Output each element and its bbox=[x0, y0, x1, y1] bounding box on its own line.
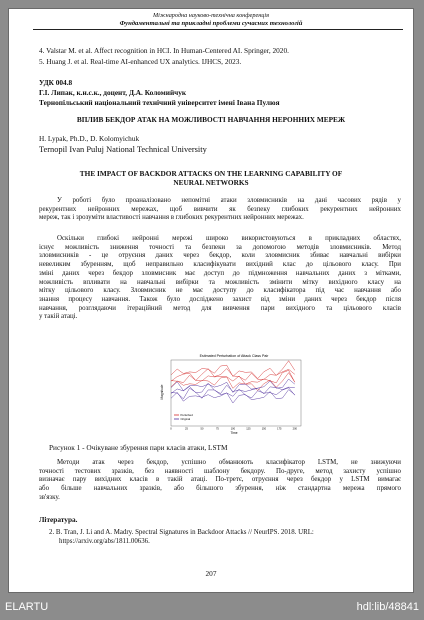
text-line: зловмисників - це отруєння даних через бекдор, коли зловмисник збиває навчальні вибірки bbox=[39, 252, 401, 260]
text-line: рекурентних нейронних мережах, щоб вивчити як безпеку глибоких рекурентних нейронних bbox=[39, 205, 401, 213]
reference-5: 5. Huang J. et al. Real-time AI-enhanced UX analytics. IJHCS, 2023. bbox=[39, 57, 242, 66]
reference-4: 4. Valstar M. et al. Affect recognition in HCI. In Human-Centered AI. Springer, 2020. bbox=[39, 46, 289, 55]
x-tick-label: 100 bbox=[230, 427, 236, 431]
x-tick-label: 150 bbox=[261, 427, 267, 431]
footer-handle: hdl:lib/48841 bbox=[356, 601, 419, 613]
text-line: визначає пару вихідних класів в такій атаці. По-третє, отруєння через бекдор у LSTM вимагає bbox=[39, 476, 401, 484]
legend-label: Original bbox=[180, 417, 191, 421]
title-en-line-2: NEURAL NETWORKS bbox=[173, 178, 249, 187]
conference-header: Міжнародна науково-технічна конференція bbox=[153, 12, 269, 19]
x-tick-label: 75 bbox=[215, 427, 219, 431]
text-line: Оскільки глибокі нейронні мережі широко використовуються в прикладних областях, bbox=[57, 235, 401, 242]
chart-title: Estimated Perturbation of Attack Class Pair bbox=[199, 354, 269, 358]
authors-uk: Г.І. Липак, к.н.с.к., доцент, Д.А. Коломийчук bbox=[39, 88, 187, 97]
paragraph-1 bbox=[39, 197, 401, 223]
paragraph-3 bbox=[39, 459, 401, 503]
affiliation-en: Ternopil Ivan Puluj National Technical University bbox=[39, 145, 207, 154]
x-tick-label: 0 bbox=[170, 427, 172, 431]
affiliation-uk: Тернопільський національний технічний університет імені Івана Пулюя bbox=[39, 98, 280, 107]
x-tick-label: 50 bbox=[200, 427, 204, 431]
x-tick-label: 200 bbox=[292, 427, 297, 431]
x-tick-label: 25 bbox=[185, 427, 188, 431]
literature-heading: Література. bbox=[39, 515, 78, 524]
paragraph-2 bbox=[39, 235, 401, 322]
text-line: точності тестових зразків, без наявності шаблону бекдору. По-друге, метод захисту успішно bbox=[39, 467, 401, 475]
title-en-line-1: THE IMPACT OF BACKDOR ATTACKS ON THE LEARNING CAPABILITY OF bbox=[79, 169, 343, 178]
text-line: Методи атак через бекдор, успішно обманюють класифікатор LSTM, не знижуючи bbox=[57, 459, 401, 466]
text-line: у такій атаці. bbox=[39, 313, 78, 321]
perturbation-chart bbox=[159, 352, 309, 436]
conference-theme: Фундаментальні та прикладні проблеми сучасних технологій bbox=[119, 20, 303, 27]
authors-en: H. Lypak, Ph.D., D. Kolomyichuk bbox=[39, 134, 140, 143]
figure-caption: Рисунок 1 - Очікуване збурення пари класів атаки, LSTM bbox=[49, 443, 228, 452]
text-line: можливість впливати на навчальні вибірки та можливість змінити мітку вихідного класу на bbox=[39, 278, 401, 286]
x-tick-label: 125 bbox=[246, 427, 251, 431]
text-line: мереж, так і зрозуміти властивості навчання в глибоких рекурентних нейронних мережах. bbox=[39, 214, 304, 222]
paper-page bbox=[8, 8, 414, 593]
reference-2-url: https://arxiv.org/abs/1811.00636. bbox=[59, 537, 150, 545]
legend-label: Perturbed bbox=[180, 413, 193, 417]
text-line: існує можливість зниження точності та безпеки за допомогою методів зловмисників. Метод bbox=[39, 243, 401, 251]
text-line: навчання, розглядаючи ітераційний метод для вивчення пари вихідного та цільового класів bbox=[39, 304, 401, 312]
reference-2 bbox=[49, 529, 401, 546]
title-uk: ВПЛИВ БЕКДОР АТАК НА МОЖЛИВОСТІ НАВЧАННЯ НЕРОННИХ МЕРЕЖ bbox=[76, 115, 346, 124]
reference-2-text: 2. B. Tran, J. Li and A. Madry. Spectral Signatures in Backdoor Attacks // NeurIPS. 2018. URL: bbox=[49, 529, 314, 536]
page-number: 207 bbox=[205, 569, 217, 578]
udc-code: УДК 004.8 bbox=[39, 78, 73, 87]
chart-ylabel: Magnitude bbox=[160, 384, 164, 400]
x-tick-label: 175 bbox=[277, 427, 282, 431]
header-rule bbox=[33, 29, 403, 30]
text-line: невеликим збуренням, щоб неправильно класифікувати вихідний клас до цільового класу. При bbox=[39, 261, 401, 269]
text-line: мітку цільового класу. Зловмисник не має доступу до класифікатора під час навчання або bbox=[39, 287, 401, 295]
text-line: або більше навчальних зразків, або більшого збурення, ніж стандартна мережа прямого bbox=[39, 485, 401, 493]
footer-repository: ELARTU bbox=[5, 601, 49, 613]
text-line: зв'язку. bbox=[39, 493, 60, 501]
text-line: знання процесу навчання. Також було досліджено захист від зміни даних через бекдор після bbox=[39, 295, 401, 303]
chart-xlabel: Time bbox=[230, 431, 238, 435]
footer-bar bbox=[0, 598, 424, 618]
text-line: зміні даних через бекдор зловмисник має доступ до підмноження навчальних даних з мітками, bbox=[39, 269, 401, 277]
text-line: У роботі було проаналізовано непомітні атаки зловмисників на дані часових рядів у bbox=[57, 197, 401, 204]
